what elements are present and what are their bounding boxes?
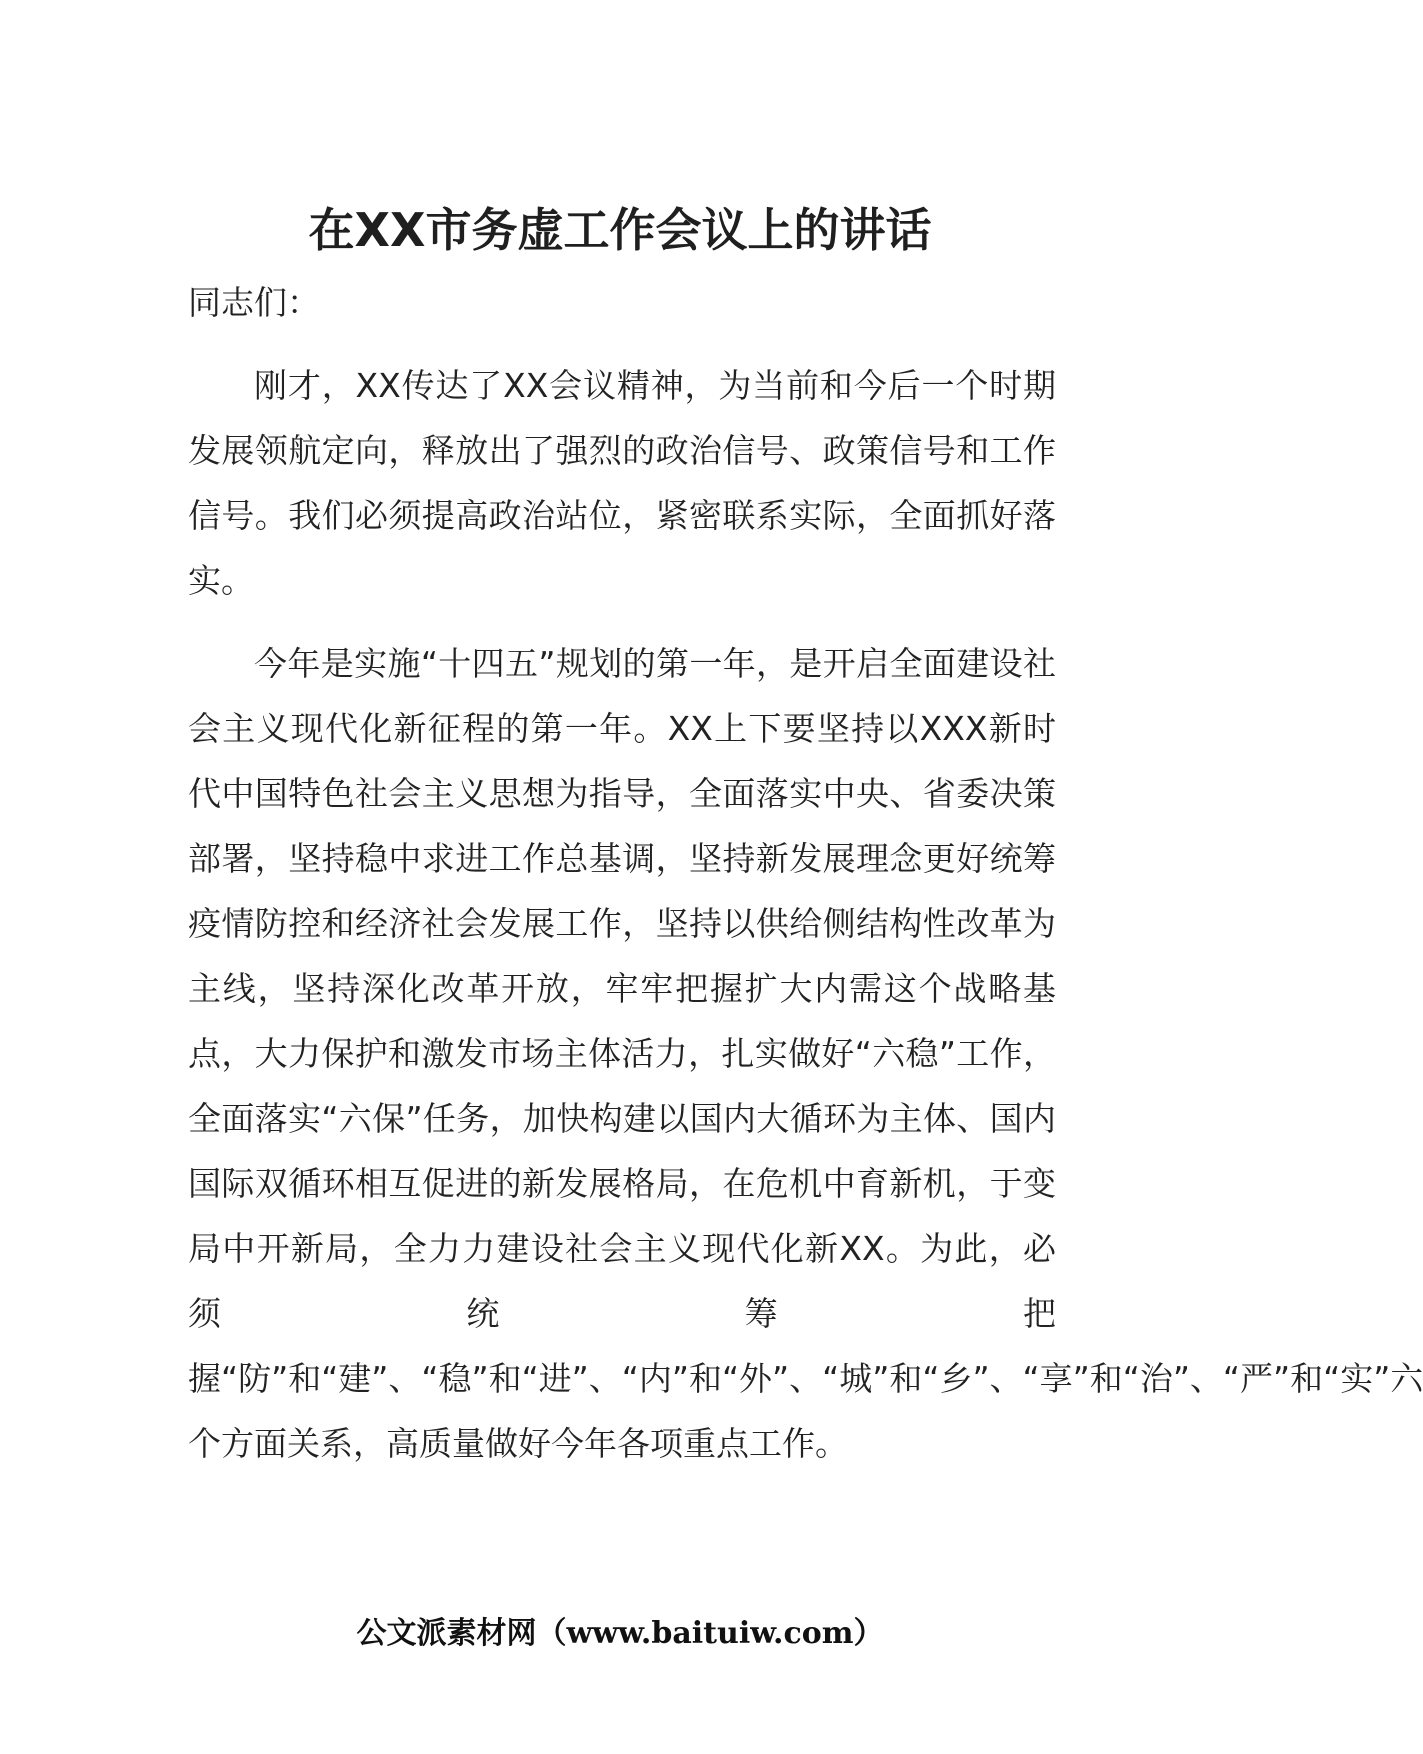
paragraph-1: 刚才，XX传达了XX会议精神，为当前和今后一个时期发展领航定向，释放出了强烈的政治信号、政策信号和工作信号。我们必须提高政治站位，紧密联系实际，全面抓好落实。 (188, 366, 1056, 600)
document-body (188, 270, 1423, 1494)
paragraph-2: 今年是实施“十四五”规划的第一年，是开启全面建设社会主义现代化新征程的第一年。XX上下要坚持以XXX新时代中国特色社会主义思想为指导，全面落实中央、省委决策部署，坚持稳中求进工作总基调，坚持新发展理念更好统筹疫情防控和经济社会发展工作，坚持以供给侧结构性改革为主线，坚持深化改革开放，牢牢把握扩大内需这个战略基点，大力保护和激发市场主体活力，扎实做好“六稳”工作，全面落实“六保”任务，加快构建以国内大循环为主体、国内国际双循环相互促进的新发展格局，在危机中育新机，于变局中开新局，全力力建设社会主义现代化新XX。为此，必须统筹把握“防”和“建”、“稳”和“进”、“内”和“外”、“城”和“乡”、“享”和“治”、“严”和“实”六个方面关系，高质量做好今年各项重点工作。 (188, 644, 1423, 1463)
salutation: 同志们： (188, 283, 320, 322)
footer-source-text: 公文派素材网（www.baituiw.com） (356, 1616, 884, 1651)
document-title: 在XX市务虚工作会议上的讲话 (308, 203, 932, 257)
